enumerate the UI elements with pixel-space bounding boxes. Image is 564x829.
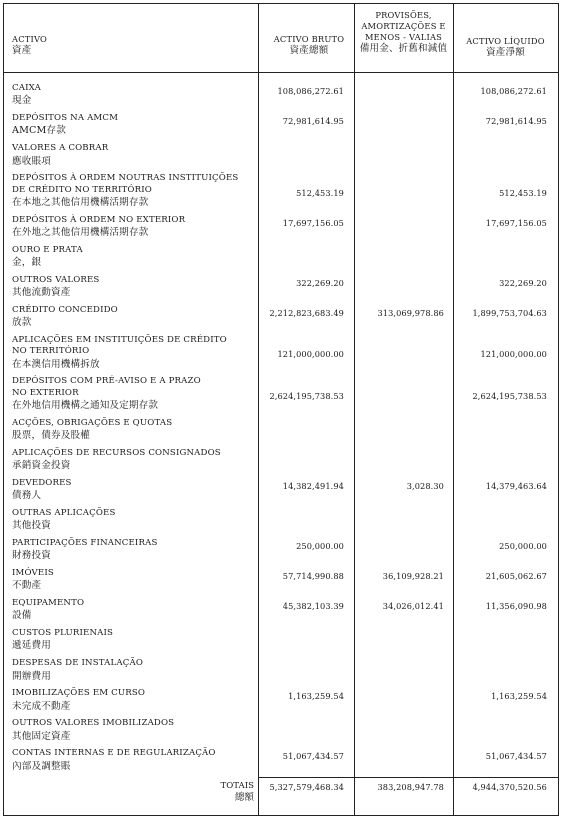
row-label <box>12 245 252 270</box>
row-label-zh: 承銷資金投資 <box>12 460 71 472</box>
value-activo-bruto: 14,382,491.94 <box>282 480 344 491</box>
value-activo-liquido: 1,899,753,704.63 <box>472 307 547 318</box>
row-label <box>12 538 252 563</box>
row-label-pt: IMÓVEIS <box>12 567 54 578</box>
row-label-pt: ACÇÕES, OBRIGAÇÕES E QUOTAS <box>12 417 173 428</box>
column-divider <box>354 3 355 816</box>
value-activo-liquido: 322,269.20 <box>499 277 547 288</box>
row-label-pt: VALORES A COBRAR <box>12 143 109 154</box>
row-label-pt: DESPESAS DE INSTALAÇÃO <box>12 658 144 669</box>
row-label-pt: OUTROS VALORES <box>12 274 100 285</box>
row-label-pt: DEPÓSITOS À ORDEM NO EXTERIOR <box>12 214 186 225</box>
row-label <box>12 448 252 473</box>
row-label <box>12 478 252 503</box>
row-label <box>12 83 252 108</box>
value-activo-liquido: 14,379,463.64 <box>485 480 547 491</box>
value-activo-bruto: 322,269.20 <box>296 277 344 288</box>
row-label-pt: CRÉDITO CONCEDIDO <box>12 304 118 315</box>
row-label-zh: 在外地信用機構之通知及定期存款 <box>12 400 159 412</box>
row-label-pt: DEPÓSITOS À ORDEM NOUTRAS INSTITUIÇÕES <box>12 173 239 184</box>
row-label-pt: APLICAÇÕES EM INSTITUIÇÕES DE CRÉDITO <box>12 334 227 345</box>
totals-label <box>200 781 254 803</box>
value-activo-bruto: 250,000.00 <box>296 540 344 551</box>
row-label-zh: 在本澳信用機構拆放 <box>12 358 100 370</box>
row-label <box>12 688 252 713</box>
row-label <box>12 628 252 653</box>
row-label-pt: CONTAS INTERNAS E DE REGULARIZAÇÃO <box>12 748 216 759</box>
value-activo-liquido: 2,624,195,738.53 <box>472 390 547 401</box>
row-label <box>12 275 252 300</box>
row-label-pt: DEPÓSITOS NA AMCM <box>12 113 119 124</box>
row-label-pt: CAIXA <box>12 83 41 93</box>
header-activo-pt: ACTIVO <box>12 34 47 44</box>
column-divider <box>453 3 454 816</box>
value-activo-liquido: 72,981,614.95 <box>485 116 547 127</box>
totals-liquido: 4,944,370,520.56 <box>472 782 547 792</box>
value-activo-bruto: 57,714,990.88 <box>282 570 344 581</box>
value-provisoes: 3,028.30 <box>406 480 444 491</box>
row-label-pt: NO EXTERIOR <box>12 387 79 398</box>
row-label <box>12 376 252 412</box>
header-provisoes <box>354 10 453 54</box>
value-provisoes: 34,026,012.41 <box>382 601 444 611</box>
value-activo-bruto: 1,163,259.54 <box>288 691 344 702</box>
row-label-zh: 財務投資 <box>12 550 51 562</box>
row-label-zh: 內部及調整賬 <box>12 760 71 772</box>
row-label-pt: DEVEDORES <box>12 477 72 488</box>
value-activo-liquido: 17,697,156.05 <box>485 217 547 228</box>
row-label <box>12 173 252 209</box>
row-label-zh: 遞延費用 <box>12 640 51 652</box>
value-activo-liquido: 250,000.00 <box>499 540 547 551</box>
header-activo <box>12 34 47 56</box>
row-label-pt: DEPÓSITOS COM PRÉ-AVISO E A PRAZO <box>12 376 201 387</box>
header-activo-liquido <box>453 36 558 58</box>
row-label-zh: 其他流動資產 <box>12 287 71 299</box>
row-label <box>12 305 252 330</box>
value-activo-bruto: 17,697,156.05 <box>282 217 344 228</box>
header-divider <box>3 72 559 73</box>
value-activo-bruto: 121,000,000.00 <box>277 349 344 360</box>
totals-bruto: 5,327,579,468.34 <box>269 782 344 792</box>
value-activo-bruto: 512,453.19 <box>296 187 344 198</box>
row-label <box>12 418 252 443</box>
totals-provisoes: 383,208,947.78 <box>377 782 444 792</box>
row-label-pt: PARTICIPAÇÕES FINANCEIRAS <box>12 537 158 548</box>
value-activo-bruto: 51,067,434.57 <box>282 751 344 762</box>
value-activo-liquido: 11,356,090.98 <box>485 601 547 611</box>
row-label-zh: 應收賬項 <box>12 155 51 167</box>
header-liq-zh: 資產淨額 <box>486 47 525 58</box>
row-label-pt: DE CRÉDITO NO TERRITÓRIO <box>12 184 152 195</box>
header-activo-bruto <box>262 34 356 56</box>
row-label-pt: CUSTOS PLURIENAIS <box>12 628 114 639</box>
value-activo-bruto: 2,212,823,683.49 <box>269 307 344 318</box>
row-label-zh: 設備 <box>12 610 32 622</box>
row-label-zh: 不動產 <box>12 580 42 592</box>
value-activo-bruto: 108,086,272.61 <box>277 86 344 96</box>
row-label-zh: 放款 <box>12 317 32 329</box>
row-label <box>12 658 252 683</box>
row-label <box>12 335 252 371</box>
value-activo-liquido: 108,086,272.61 <box>480 86 547 96</box>
row-label <box>12 113 252 138</box>
value-activo-liquido: 21,605,062.67 <box>485 570 547 581</box>
value-activo-liquido: 1,163,259.54 <box>491 691 547 702</box>
row-label-zh: 股票，債券及股權 <box>12 430 90 442</box>
value-activo-liquido: 51,067,434.57 <box>485 751 547 762</box>
value-activo-bruto: 2,624,195,738.53 <box>269 390 344 401</box>
row-label-zh: AMCM存款 <box>12 125 67 137</box>
header-bruto-pt: ACTIVO BRUTO <box>273 34 345 44</box>
row-label <box>12 215 252 240</box>
row-label-pt: OURO E PRATA <box>12 244 83 255</box>
header-activo-zh: 資產 <box>12 45 32 56</box>
row-label-zh: 其他投資 <box>12 520 51 532</box>
row-label-zh: 債務人 <box>12 490 42 502</box>
header-bruto-zh: 資產總額 <box>289 45 329 56</box>
value-provisoes: 36,109,928.21 <box>382 570 444 581</box>
row-label-zh: 在本地之其他信用機構活期存款 <box>12 196 149 208</box>
value-activo-bruto: 72,981,614.95 <box>282 116 344 127</box>
totals-divider <box>258 777 559 778</box>
row-label <box>12 748 252 773</box>
value-activo-liquido: 512,453.19 <box>499 187 547 198</box>
row-label-pt: EQUIPAMENTO <box>12 598 85 608</box>
row-label-zh: 在外地之其他信用機構活期存款 <box>12 227 149 238</box>
header-prov-zh: 備用金、折舊和減值 <box>359 43 448 54</box>
value-activo-bruto: 45,382,103.39 <box>282 601 344 611</box>
row-label-pt: APLICAÇÕES DE RECURSOS CONSIGNADOS <box>12 447 221 458</box>
row-label <box>12 718 252 743</box>
row-label-pt: OUTRAS APLICAÇÕES <box>12 507 116 518</box>
row-label <box>12 568 252 593</box>
row-label-pt: NO TERRITÓRIO <box>12 346 90 357</box>
header-prov-pt-3: MENOS - VALIAS <box>364 32 443 42</box>
row-label-zh: 其他固定資產 <box>12 730 71 742</box>
header-liq-pt: ACTIVO LÍQUIDO <box>466 36 545 46</box>
value-provisoes: 313,069,978.86 <box>377 307 444 318</box>
row-label-pt: IMOBILIZAÇÕES EM CURSO <box>12 688 146 699</box>
row-label-pt: OUTROS VALORES IMOBILIZADOS <box>12 718 175 729</box>
totals-label-pt: TOTAIS <box>220 781 254 791</box>
row-label-zh: 開辦費用 <box>12 670 51 682</box>
row-label-zh: 現金 <box>12 95 32 107</box>
row-label <box>12 508 252 533</box>
row-label <box>12 143 252 168</box>
value-activo-liquido: 121,000,000.00 <box>480 349 547 360</box>
row-label <box>12 598 252 623</box>
row-label-zh: 未完成不動產 <box>12 700 71 712</box>
totals-label-zh: 總額 <box>234 792 254 803</box>
header-prov-pt-2: AMORTIZAÇÕES E <box>361 21 446 31</box>
row-label-zh: 金，銀 <box>12 257 42 269</box>
header-prov-pt-1: PROVISÕES, <box>375 10 432 20</box>
